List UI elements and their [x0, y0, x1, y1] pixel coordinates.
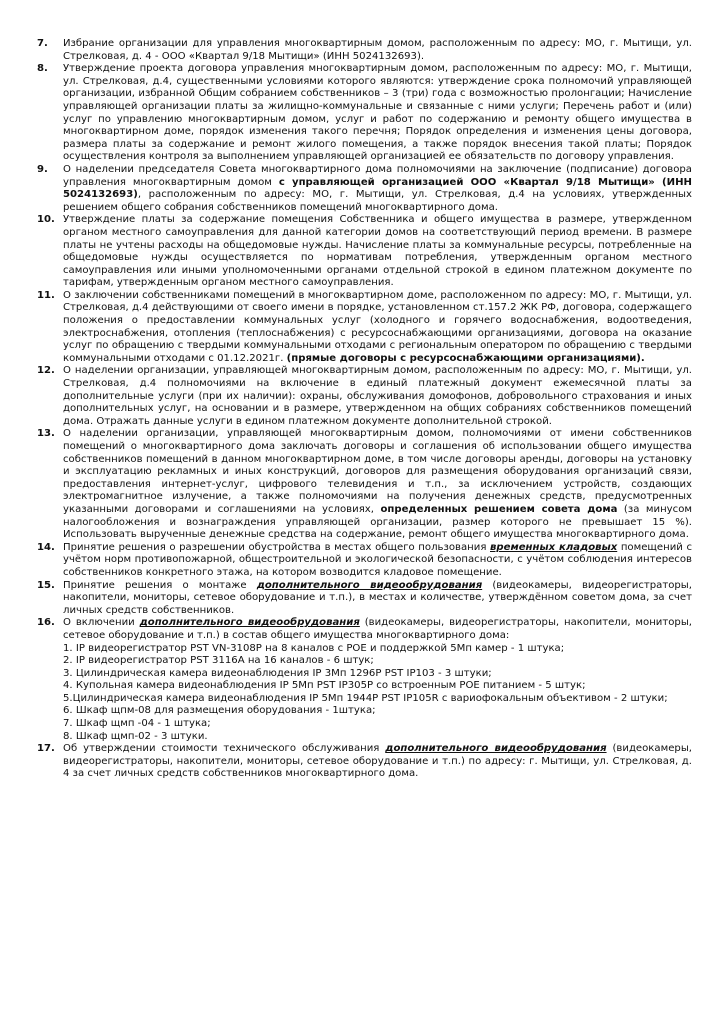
- agenda-item: [37, 214, 692, 290]
- agenda-item-number: 10.: [37, 214, 55, 226]
- text-run: Принятие решения о монтаже: [63, 579, 257, 591]
- text-run: Утверждение проекта договора управления многоквартирным домом, расположенным по адресу: МО, г. Мытищи, ул. Стрелковая, д.4, существенными условиями которого являются: утверждение срока полномочий управляющей организации, избранной Общим собранием собственников – 3 (три) года с возможностью пролонгации; Начисление управляющей организации платы за жилищно-коммунальные и связанные с ними услуги; Перечень работ и (или) услуг по управлению многоквартирным домом, услуг и работ по содержанию и ремонту общего имущества в многоквартирном доме, порядок изменения такого перечня; Порядок определения и изменения цены договора, размера платы за содержание и ремонт жилого помещения, а также порядок внесения такой платы; Порядок осуществления контроля за выполнением управляющей организацией ее обязательств по договору управления.: [63, 63, 692, 163]
- text-run: Об утверждении стоимости технического обслуживания: [63, 743, 386, 755]
- agenda-item-text: [63, 428, 692, 541]
- agenda-item-number: 8.: [37, 63, 48, 75]
- text-run: , расположенным по адресу: МО, г. Мытищи, ул. Стрелковая, д.4 на условиях, утвержденных решением общего собрания собственников помещений многоквартирного дома.: [63, 189, 692, 213]
- agenda-item: [37, 428, 692, 541]
- text-run: (видеокамеры, видеорегистраторы, накопители, мониторы, сетевое оборудование и т.п.), в местах и количестве, утверждённом советом дома, за счет личных средств собственников.: [63, 579, 692, 616]
- emphasis-bold-italic: дополнительного видеообрудования: [385, 743, 607, 755]
- agenda-item: [37, 38, 692, 63]
- agenda-item: [37, 63, 692, 164]
- agenda-item-number: 11.: [37, 289, 55, 301]
- agenda-item-text: [63, 743, 692, 781]
- text-run: О наделении организации, управляющей многоквартирным домом, расположенным по адресу: МО, г. Мытищи, ул. Стрелковая, д.4 полномочиями на включение в единый платежный документ ежемесячной платы за дополнительные услуги (при их наличии): охраны, обслуживания домофонов, добровольного страхования и иных дополнительных услуг, на основании и в размере, утвержденном на общих собраниях собственников помещений дома. Отражать данные услуги в едином платежном документе дополнительной строкой.: [63, 365, 692, 427]
- text-run: (видеокамеры, видеорегистраторы, накопители, мониторы, сетевое оборудование и т.п.) по адресу: г. Мытищи, ул. Стрелковая, д. 4 за счет личных средств собственников многоквартирного дома.: [63, 743, 692, 780]
- agenda-item-text: [63, 164, 692, 214]
- agenda-item-text: [63, 365, 692, 428]
- emphasis-bold-italic: дополнительного видеообрудования: [139, 617, 360, 629]
- equipment-list-line: 6. Шкаф щпм-08 для размещения оборудования - 1штука;: [63, 705, 376, 717]
- agenda-item: [37, 290, 692, 366]
- equipment-list-line: 2. IP видеорегистратор PST 3116A на 16 каналов - 6 штук;: [63, 655, 374, 667]
- agenda-item-text: [63, 580, 692, 618]
- agenda-item-number: 14.: [37, 541, 55, 553]
- agenda-item: [37, 164, 692, 214]
- emphasis-bold: определенных решением совета дома: [380, 503, 618, 515]
- equipment-list-line: 5.Цилиндрическая камера видеонаблюдения IP 5Мп 1944P PST IP105R с вариофокальным объективом - 2 штуки;: [63, 692, 668, 704]
- agenda-item-number: 15.: [37, 579, 55, 591]
- emphasis-bold-italic: дополнительного видеообрудования: [256, 579, 483, 591]
- agenda-item-text: [63, 214, 692, 290]
- text-run: (за минусом налогообложения и вознаграждения управляющей организации, размер которого не превышает 15 %). Использовать вырученные денежные средства на содержание, ремонт общего имущества многоквартирного дома.: [63, 503, 692, 541]
- agenda-item-text: [63, 290, 692, 366]
- agenda-item-text: [63, 542, 692, 580]
- agenda-item: [37, 617, 692, 743]
- equipment-list-line: 3. Цилиндрическая камера видеонаблюдения IP 3Мп 1296P PST IP103 - 3 штуки;: [63, 667, 492, 679]
- equipment-list-line: 8. Шкаф щмп-02 - 3 штуки.: [63, 730, 208, 742]
- agenda-item-number: 7.: [37, 38, 48, 49]
- emphasis-bold-italic: временных кладовых: [490, 541, 618, 553]
- agenda-item-number: 13.: [37, 428, 55, 440]
- text-run: помещений с учётом норм противопожарной, общестроительной и экологической безопасности, с учётом соблюдения интересов собственников конкретного этажа, на котором возводится кладовое помещение.: [63, 541, 692, 578]
- agenda-item: [37, 365, 692, 428]
- text-run: О включении: [63, 617, 140, 629]
- text-run: О заключении собственниками помещений в многоквартирном доме, расположенном по адресу: МО, г. Мытищи, ул. Стрелковая, д.4 действующими от своего имени в порядке, установленном ст.157.2 ЖК РФ, договора, содержащего положения о предоставлении коммунальных услуг (холодного и горячего водоснабжения, водоотведения, электроснабжения, отопления (теплоснабжения) с ресурсоснабжающими организациями, договора на оказание услуг по обращению с твердыми коммунальными отходами с региональным оператором по обращению с твердыми коммунальными отходами с 01.12.2021г.: [63, 289, 692, 364]
- text-run: О наделении организации, управляющей многоквартирным домом, полномочиями от имени собственников помещений о многоквартирного дома заключать договоры и соглашения об использовании общего имущества собственников помещений в данном многоквартирном доме, в том числе договоры аренды, договоры на установку и эксплуатацию рекламных и иных конструкций, договоров для размещения оборудования организаций связи, предоставления интернет-услуг, цифрового телевидения и т.п., за исключением устройств, создающих электромагнитное излучение, а также полномочиями на получения денежных средств, предусмотренных указанными договорами и соглашениями на условиях,: [63, 428, 692, 515]
- emphasis-bold: (прямые договоры с ресурсоснабжающими организациями).: [286, 352, 645, 364]
- agenda-item-text: [63, 63, 692, 164]
- equipment-list-line: 1. IP видеорегистратор PST VN-3108P на 8 каналов с POE и поддержкой 5Мп камер - 1 штука;: [63, 642, 565, 654]
- text-run: Избрание организации для управления многоквартирным домом, расположенным по адресу: МО, г. Мытищи, ул. Стрелковая, д. 4 - ООО «Квартал 9/18 Мытищи» (ИНН 5024132693).: [63, 38, 692, 62]
- agenda-item-number: 16.: [37, 617, 55, 629]
- emphasis-bold: с управляющей организацией ООО «Квартал 9/18 Мытищи» (ИНН 5024132693): [63, 176, 692, 201]
- agenda-item-number: 12.: [37, 365, 55, 377]
- agenda-item: [37, 743, 692, 781]
- text-run: (видеокамеры, видеорегистраторы, накопители, мониторы, сетевое оборудование и т.п.) в состав общего имущества многоквартирного дома:: [63, 617, 693, 641]
- agenda-item: [37, 542, 692, 580]
- agenda-item-number: 9.: [37, 163, 48, 175]
- equipment-list-line: 4. Купольная камера видеонаблюдения IP 5Мп PST IP305P со встроенным POE питанием - 5 штук;: [63, 680, 586, 692]
- text-run: Принятие решения о разрешении обустройства в местах общего пользования: [63, 541, 490, 553]
- equipment-list-line: 7. Шкаф щмп -04 - 1 штука;: [63, 718, 211, 730]
- agenda-item-text: [63, 38, 692, 63]
- agenda-item-text: [63, 617, 692, 743]
- agenda-item-number: 17.: [37, 743, 55, 755]
- text-run: О наделении председателя Совета многоквартирного дома полномочиями на заключение (подписание) договора управления многоквартирным домом: [63, 163, 692, 188]
- agenda-item: [37, 580, 692, 618]
- text-run: Утверждение платы за содержание помещения Собственника и общего имущества в размере, утвержденном органом местного самоуправления для данной категории домов на соответствующий период времени. В размере платы не учтены расходы на общедомовые нужды. Начисление платы за коммунальные ресурсы, потребленные на общедомовые нужды осуществляется по нормативам потребления, утвержденным органом местного самоуправления или иными уполномоченными органами отдельной строкой в едином платежном документе по тарифам, утвержденным органом местного самоуправления.: [63, 214, 692, 289]
- document-body: [37, 38, 692, 781]
